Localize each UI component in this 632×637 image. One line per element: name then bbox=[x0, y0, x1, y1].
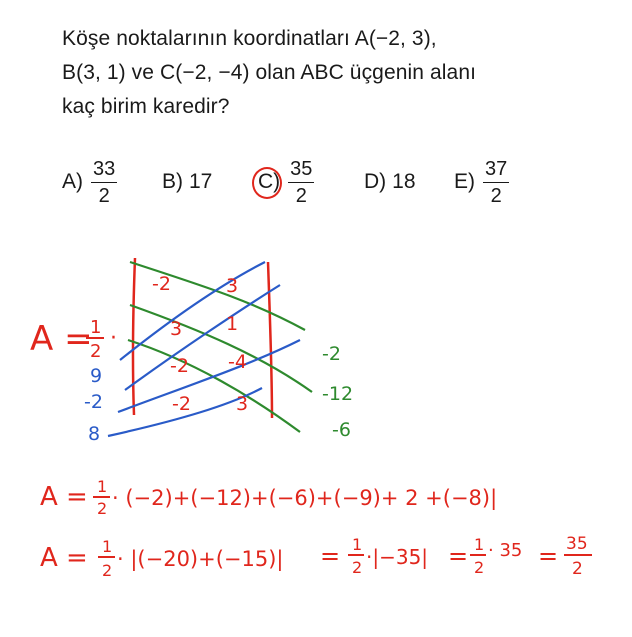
right-product-3: -6 bbox=[332, 419, 351, 441]
question-line-1: Köşe noktalarının koordinatları A(−2, 3), bbox=[62, 27, 437, 50]
choice-e-numerator: 37 bbox=[483, 158, 509, 183]
choice-c-denominator: 2 bbox=[295, 184, 307, 207]
calc-line2-equals-2: = bbox=[448, 542, 469, 570]
choice-d-value: 18 bbox=[392, 170, 416, 193]
choice-a-numerator: 33 bbox=[91, 158, 117, 183]
right-product-2: -12 bbox=[322, 383, 354, 405]
area-label: A = bbox=[30, 319, 93, 359]
grid-row3-a: -2 bbox=[170, 355, 189, 377]
choice-c-numerator: 35 bbox=[288, 158, 314, 183]
left-product-3: 8 bbox=[88, 423, 101, 445]
result-denominator: 2 bbox=[572, 559, 583, 579]
calc-line1-half-den: 2 bbox=[97, 499, 108, 518]
choice-e-letter: E) bbox=[454, 170, 475, 193]
right-vertical-bar bbox=[268, 262, 272, 418]
grid-mid-a: 3 bbox=[170, 318, 183, 340]
right-product-1: -2 bbox=[322, 343, 341, 365]
calc-line1-half-num: 1 bbox=[97, 477, 108, 496]
choice-b-letter: B) bbox=[162, 170, 183, 193]
calc-line2-label: A = bbox=[40, 543, 88, 573]
calc-line2-half-num: 1 bbox=[102, 537, 113, 556]
calc-line2-half-den: 2 bbox=[102, 561, 113, 580]
left-product-2: -2 bbox=[84, 391, 103, 413]
multiply-dot: · bbox=[110, 326, 117, 351]
calc-line2-half2-den: 2 bbox=[352, 558, 363, 577]
calc-line2-half2-num: 1 bbox=[352, 535, 363, 554]
calc-line2-equals-3: = bbox=[538, 542, 559, 570]
grid-row4-a: -2 bbox=[172, 393, 191, 415]
choice-a-denominator: 2 bbox=[98, 184, 110, 207]
grid-mid-b: 1 bbox=[226, 313, 239, 335]
choice-d-letter: D) bbox=[364, 170, 387, 193]
choice-a-letter: A) bbox=[62, 170, 83, 193]
green-diagonal-3 bbox=[128, 340, 300, 432]
calc-line2-mult: · 35 bbox=[488, 540, 523, 561]
question-line-2: B(3, 1) ve C(−2, −4) olan ABC üçgenin alanı bbox=[62, 61, 477, 84]
half-numerator: 1 bbox=[90, 317, 102, 338]
calc-line1-label: A = bbox=[40, 482, 88, 512]
left-product-1: 9 bbox=[90, 365, 103, 387]
calc-line1-expression: · (−2)+(−12)+(−6)+(−9)+ 2 +(−8)| bbox=[112, 486, 498, 510]
calc-line2-expression: · |(−20)+(−15)| bbox=[117, 547, 284, 571]
choice-e-denominator: 2 bbox=[490, 184, 502, 207]
calc-line2-half3-num: 1 bbox=[474, 535, 485, 554]
grid-row4-b: 3 bbox=[236, 393, 249, 415]
calc-line2-abs: ·|−35| bbox=[366, 545, 429, 569]
half-denominator: 2 bbox=[90, 341, 102, 362]
grid-top-a: -2 bbox=[152, 273, 171, 295]
left-vertical-bar bbox=[133, 258, 135, 415]
choice-b-value: 17 bbox=[189, 170, 213, 193]
grid-top-b: 3 bbox=[226, 275, 239, 297]
grid-row3-b: -4 bbox=[228, 351, 247, 373]
question-line-3: kaç birim karedir? bbox=[62, 95, 230, 118]
result-numerator: 35 bbox=[566, 534, 588, 554]
choice-c-letter: C) bbox=[258, 170, 281, 193]
calc-line2-half3-den: 2 bbox=[474, 558, 485, 577]
calc-line2-equals-1: = bbox=[320, 542, 341, 570]
